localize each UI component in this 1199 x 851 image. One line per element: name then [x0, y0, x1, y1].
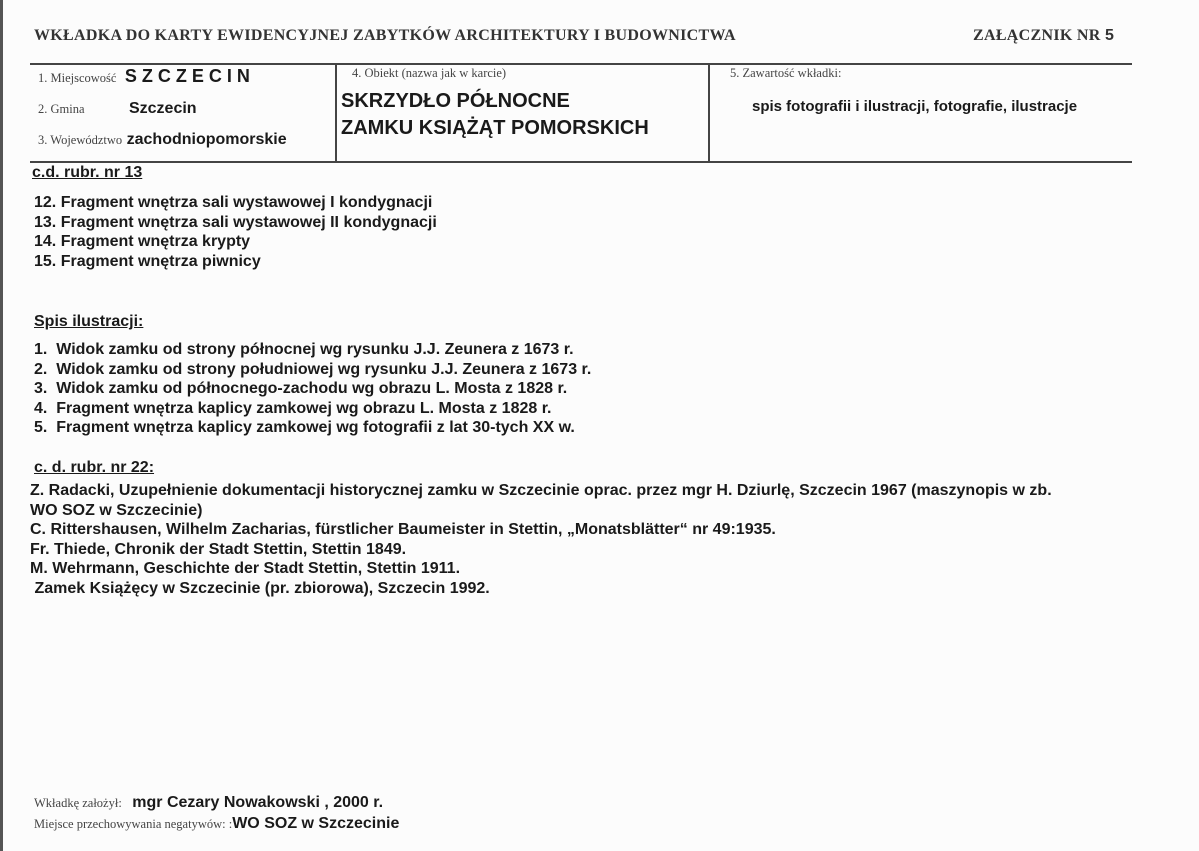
voivodeship-value: zachodniopomorskie — [126, 131, 287, 148]
annex-label — [973, 27, 1114, 45]
form-bottom-rule — [30, 161, 1132, 163]
list-item: 13. Fragment wnętrza sali wystawowej II kondygnacji — [34, 213, 437, 231]
author-value: mgr Cezary Nowakowski , 2000 r. — [132, 794, 384, 811]
illustrations-list — [34, 340, 591, 438]
list-item: 1. Widok zamku od strony północnej wg rysunku J.J. Zeunera z 1673 r. — [34, 341, 574, 358]
column-divider — [335, 64, 337, 163]
storage-label: Miejsce przechowywania negatywów: : — [34, 817, 233, 831]
list-item: Z. Radacki, Uzupełnienie dokumentacji historycznej zamku w Szczecinie oprac. przez mgr H. Dziurlę, Szczecin 1967 (maszynopis w zb. — [30, 482, 1052, 499]
storage-value: WO SOZ w Szczecinie — [232, 815, 400, 832]
document-title: WKŁADKA DO KARTY EWIDENCYJNEJ ZABYTKÓW ARCHITEKTURY I BUDOWNICTWA — [34, 27, 736, 44]
section-22-heading: c. d. rubr. nr 22: — [34, 459, 155, 476]
list-item: C. Rittershausen, Wilhelm Zacharias, fürstlicher Baumeister in Stettin, „Monatsblätter“ nr 49:1935. — [30, 521, 776, 539]
commune-value: Szczecin — [128, 100, 197, 117]
contents-label: 5. Zawartość wkładki: — [730, 66, 842, 80]
list-item: M. Wehrmann, Geschichte der Stadt Stettin, Stettin 1911. — [30, 560, 461, 578]
storage-field — [34, 815, 399, 833]
author-label: Wkładkę założył: — [34, 796, 122, 810]
list-item: 14. Fragment wnętrza krypty — [34, 233, 251, 251]
section-13-heading: c.d. rubr. nr 13 — [32, 164, 143, 181]
illustrations-heading: Spis ilustracji: — [34, 313, 144, 330]
list-item: 15. Fragment wnętrza piwnicy — [34, 252, 261, 270]
photo-list — [34, 193, 437, 271]
list-item: 2. Widok zamku od strony południowej wg rysunku J.J. Zeunera z 1673 r. — [34, 360, 592, 378]
locality-label: 1. Miejscowość — [38, 71, 117, 85]
author-field — [34, 794, 383, 812]
bibliography-list — [30, 481, 1052, 599]
locality-value: S Z C Z E C I N — [124, 66, 250, 86]
locality-field — [38, 66, 250, 87]
object-name-line1: SKRZYDŁO PÓŁNOCNE — [341, 90, 570, 112]
scan-edge — [0, 0, 3, 851]
object-label: 4. Obiekt (nazwa jak w karcie) — [352, 66, 507, 80]
voivodeship-field — [38, 131, 287, 149]
voivodeship-label: 3. Województwo — [38, 133, 123, 147]
list-item: Fr. Thiede, Chronik der Stadt Stettin, Stettin 1849. — [30, 540, 407, 558]
column-divider — [708, 64, 710, 163]
object-name-line2: ZAMKU KSIĄŻĄT POMORSKICH — [341, 117, 649, 139]
annex-number: 5 — [1104, 27, 1115, 44]
annex-label-text: ZAŁĄCZNIK NR — [973, 27, 1101, 44]
list-item: 5. Fragment wnętrza kaplicy zamkowej wg fotografii z lat 30-tych XX w. — [34, 419, 575, 437]
contents-value: spis fotografii i ilustracji, fotografie, ilustracje — [752, 98, 1078, 115]
list-item: 3. Widok zamku od północnego-zachodu wg obrazu L. Mosta z 1828 r. — [34, 380, 568, 398]
commune-label: 2. Gmina — [38, 102, 85, 116]
list-item: 4. Fragment wnętrza kaplicy zamkowej wg obrazu L. Mosta z 1828 r. — [34, 399, 552, 417]
list-item: 12. Fragment wnętrza sali wystawowej I kondygnacji — [34, 194, 433, 211]
commune-field — [38, 100, 197, 118]
form-top-rule — [30, 63, 1132, 65]
list-item: WO SOZ w Szczecinie) — [30, 501, 203, 519]
list-item: Zamek Książęcy w Szczecinie (pr. zbiorowa), Szczecin 1992. — [30, 579, 490, 597]
